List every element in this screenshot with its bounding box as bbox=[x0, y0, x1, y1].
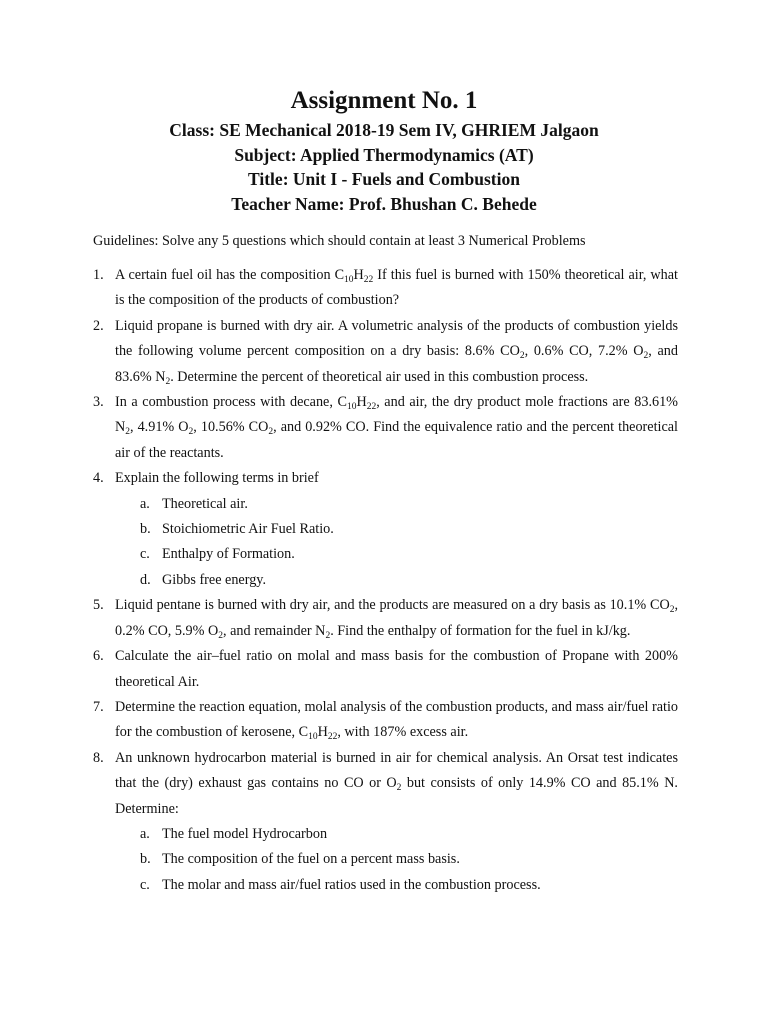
question-number: 4. bbox=[93, 470, 104, 487]
question-8-item-b: b. The composition of the fuel on a percent mass basis. bbox=[140, 851, 460, 868]
question-8: 8. An unknown hydrocarbon material is burned in air for chemical analysis. An Orsat test indicates that the (dry) exhaust gas contains no CO or $O_2$ but consists of only 14.9% CO and 85.1% N. Determine: bbox=[93, 746, 678, 822]
question-number: 8. bbox=[93, 749, 104, 766]
question-4-item-d: d. Gibbs free energy. bbox=[140, 571, 267, 588]
question-4: 4. Explain the following terms in brief bbox=[93, 466, 678, 491]
question-8-item-c: c. The molar and mass air/fuel ratios used in the combustion process. bbox=[140, 876, 541, 893]
question-number: 3. bbox=[93, 394, 104, 411]
question-4-item-c: c. Enthalpy of Formation. bbox=[140, 546, 295, 563]
question-7: 7. Determine the reaction equation, molal analysis of the combustion products, and mass air/fuel ratio for the combustion of kerosene, $C_{10}H_{22}$, with 187% excess air. bbox=[93, 695, 678, 746]
question-3: 3. In a combustion process with decane, $C_{10}H_{22}$, and air, the dry product mole fractions are 83.61% $N_2$, 4.91% $O_2$, 10.56% $CO_2$, and 0.92% CO. Find the equivalence ratio and the percent theoretical air of the reactants. bbox=[93, 390, 678, 466]
teacher-line: Teacher Name: Prof. Bhushan C. Behede bbox=[231, 193, 537, 214]
subject-line: Subject: Applied Thermodynamics (AT) bbox=[234, 144, 534, 165]
document-header bbox=[0, 86, 768, 216]
question-number: 5. bbox=[93, 597, 104, 614]
class-line: Class: SE Mechanical 2018-19 Sem IV, GHRIEM Jalgaon bbox=[169, 120, 599, 140]
assignment-title: Assignment No. 1 bbox=[290, 87, 478, 114]
question-6: 6. Calculate the air–fuel ratio on molal and mass basis for the combustion of Propane with 200% theoretical Air. bbox=[93, 644, 678, 695]
question-number: 1. bbox=[93, 267, 104, 283]
question-2: 2. Liquid propane is burned with dry air. A volumetric analysis of the products of combustion yields the following volume percent composition on a dry basis: 8.6% $CO_2$, 0.6% CO, 7.2% $O_2$, and 83.6% $N_2$. Determine the percent of theoretical air used in this combustion process. bbox=[93, 314, 678, 390]
question-4-item-b: b. Stoichiometric Air Fuel Ratio. bbox=[140, 521, 334, 538]
question-5: 5. Liquid pentane is burned with dry air, and the products are measured on a dry basis as 10.1% $CO_2$, 0.2% CO, 5.9% $O_2$, and remainder $N_2$. Find the enthalpy of formation for the fuel in kJ/kg. bbox=[93, 593, 678, 644]
question-number: 6. bbox=[93, 648, 104, 665]
question-list bbox=[93, 263, 678, 898]
question-4-item-a: a. Theoretical air. bbox=[140, 495, 248, 512]
question-8-item-a: a. The fuel model Hydrocarbon bbox=[140, 825, 328, 842]
question-number: 2. bbox=[93, 317, 104, 334]
unit-title-line: Title: Unit I - Fuels and Combustion bbox=[248, 169, 520, 189]
question-number: 7. bbox=[93, 698, 104, 715]
question-1: 1. A certain fuel oil has the composition $C_{10}H_{22}$ If this fuel is burned with 150% theoretical air, what is the composition of the products of combustion? bbox=[93, 263, 678, 314]
guidelines-text: Guidelines: Solve any 5 questions which should contain at least 3 Numerical Problems bbox=[93, 233, 586, 249]
